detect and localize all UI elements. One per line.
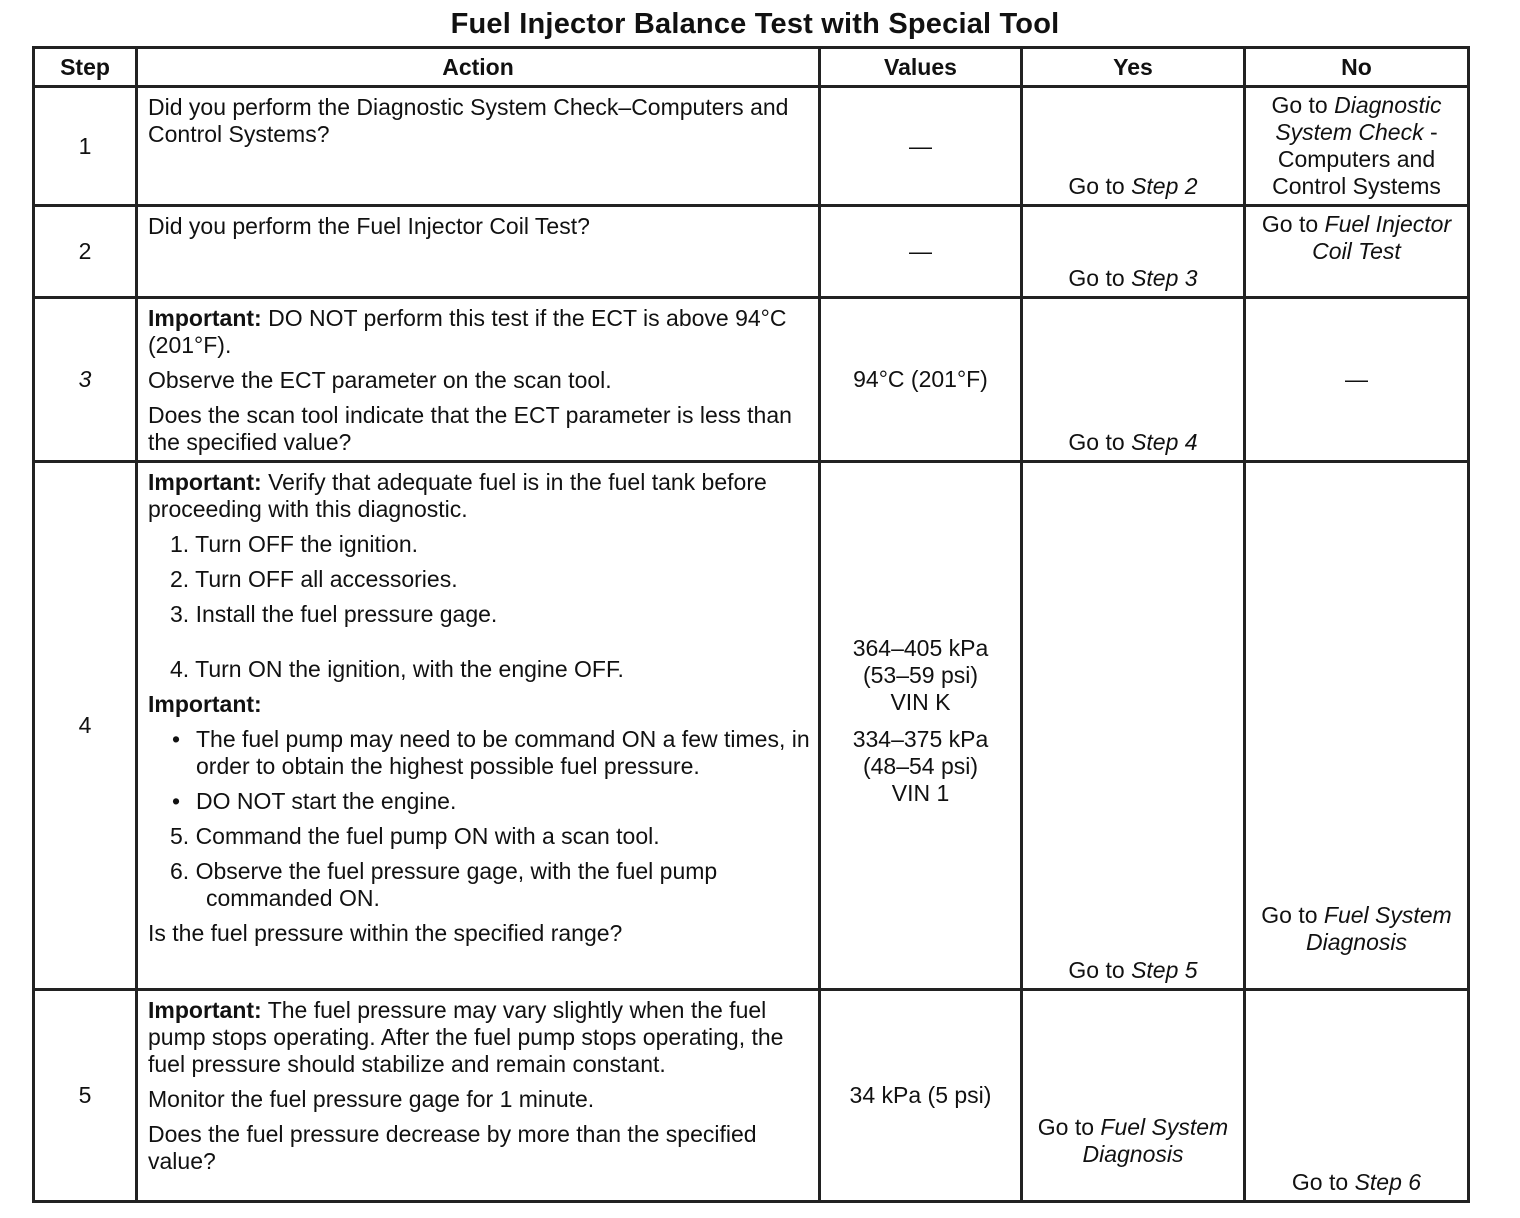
procedure-steps (148, 531, 812, 683)
value-vin-1 (821, 726, 1020, 807)
no-suffix: - Computers and Control Systems (1272, 119, 1441, 199)
value-line: 334–375 kPa (852, 725, 989, 752)
no-cell (1245, 87, 1469, 206)
no-link[interactable]: Fuel System Diagnosis (1306, 902, 1452, 955)
no-cell (1245, 990, 1469, 1202)
procedure-steps (148, 823, 812, 912)
value-vin-k (821, 635, 1020, 716)
step-number: 5 (34, 990, 137, 1202)
no-prefix: Go to (1291, 1169, 1355, 1195)
header-values: Values (820, 48, 1022, 87)
header-action: Action (137, 48, 820, 87)
value-cell (820, 206, 1022, 298)
yes-prefix: Go to (1037, 1114, 1101, 1140)
step-number: 3 (34, 298, 137, 462)
important-note (148, 305, 812, 359)
value-line: VIN 1 (891, 779, 950, 806)
step-number: 2 (34, 206, 137, 298)
no-cell (1245, 298, 1469, 462)
table-row (34, 87, 1469, 206)
page-title: Fuel Injector Balance Test with Special Tool (450, 8, 1060, 40)
procedure-step: 6. Observe the fuel pressure gage, with the fuel pump commanded ON. (170, 858, 718, 911)
action-question: Does the scan tool indicate that the ECT parameter is less than the specified value? (148, 402, 792, 455)
important-text: DO NOT perform this test if the ECT is above 94°C (201°F). (148, 305, 787, 358)
value-text: 94°C (201°F) (853, 366, 988, 392)
step-number: 1 (34, 87, 137, 206)
bullet-item: • The fuel pump may need to be command ON a few times, in order to obtain the highest possible fuel pressure. (148, 726, 812, 780)
value-cell (820, 462, 1022, 990)
procedure-step: 4. Turn ON the ignition, with the engine OFF. (170, 656, 624, 682)
important-text: The fuel pressure may vary slightly when the fuel pump stops operating. After the fuel pump stops operating, the fuel pressure should stabilize and remain constant. (148, 997, 784, 1077)
action-cell (137, 87, 820, 206)
no-prefix: Go to (1261, 902, 1324, 928)
no-link[interactable]: Diagnostic System Check (1275, 92, 1442, 145)
no-link[interactable]: Fuel Injector Coil Test (1312, 211, 1452, 264)
no-link[interactable]: Step 6 (1354, 1169, 1422, 1195)
yes-link[interactable]: Step 3 (1131, 265, 1198, 291)
no-cell (1245, 462, 1469, 990)
action-cell (137, 990, 820, 1202)
yes-cell (1022, 206, 1245, 298)
value-text: — (909, 238, 932, 264)
value-text: 34 kPa (5 psi) (849, 1082, 992, 1108)
header-yes: Yes (1022, 48, 1245, 87)
yes-cell (1022, 990, 1245, 1202)
value-text: — (909, 132, 932, 159)
yes-prefix: Go to (1068, 429, 1132, 455)
important-text: Verify that adequate fuel is in the fuel tank before proceeding with this diagnostic. (148, 469, 767, 522)
action-question: Does the fuel pressure decrease by more than the specified value? (148, 1121, 757, 1174)
header-row (34, 48, 1469, 87)
procedure-step: 2. Turn OFF all accessories. (170, 566, 458, 592)
yes-link[interactable]: Step 2 (1131, 173, 1198, 199)
step-number: 4 (34, 462, 137, 990)
yes-link[interactable]: Step 5 (1131, 957, 1198, 983)
action-cell (137, 462, 820, 990)
procedure-step: 1. Turn OFF the ignition. (170, 531, 419, 557)
action-cell (137, 298, 820, 462)
value-line: VIN K (890, 688, 951, 715)
yes-prefix: Go to (1068, 265, 1132, 291)
yes-link[interactable]: Fuel System Diagnosis (1082, 1114, 1229, 1167)
header-step: Step (34, 48, 137, 87)
important-label: Important: (148, 305, 262, 331)
no-text: — (1345, 366, 1368, 392)
header-no: No (1245, 48, 1469, 87)
value-line: (48–54 psi) (862, 752, 979, 779)
no-cell (1245, 206, 1469, 298)
action-line: Observe the ECT parameter on the scan tool. (148, 367, 612, 393)
diagnostic-table (32, 46, 1470, 1203)
yes-cell (1022, 298, 1245, 462)
table-row (34, 298, 1469, 462)
table-row (34, 990, 1469, 1202)
procedure-step: 5. Command the fuel pump ON with a scan tool. (170, 823, 660, 849)
action-text: Did you perform the Fuel Injector Coil Test? (148, 213, 590, 239)
procedure-step: 3. Install the fuel pressure gage. (170, 601, 498, 627)
no-prefix: Go to (1271, 92, 1335, 118)
value-cell (820, 990, 1022, 1202)
value-line: (53–59 psi) (862, 661, 979, 688)
action-cell (137, 206, 820, 298)
important-note (148, 997, 812, 1078)
value-cell (820, 87, 1022, 206)
important-bullets (148, 726, 812, 815)
action-question: Is the fuel pressure within the specified range? (148, 920, 623, 946)
no-prefix: Go to (1261, 211, 1325, 237)
yes-cell (1022, 462, 1245, 990)
action-line: Monitor the fuel pressure gage for 1 minute. (148, 1086, 595, 1112)
important-label: Important: (148, 997, 262, 1023)
important-label: Important: (148, 469, 262, 495)
value-line: 364–405 kPa (852, 634, 989, 661)
table-row (34, 206, 1469, 298)
important-note (148, 469, 812, 523)
yes-prefix: Go to (1068, 957, 1132, 983)
yes-cell (1022, 87, 1245, 206)
action-text: Did you perform the Diagnostic System Check–Computers and Control Systems? (148, 94, 789, 147)
yes-link[interactable]: Step 4 (1131, 429, 1198, 455)
bullet-item: • DO NOT start the engine. (148, 788, 812, 815)
value-cell (820, 298, 1022, 462)
yes-prefix: Go to (1068, 173, 1132, 199)
table-row (34, 462, 1469, 990)
important-label: Important: (148, 691, 262, 717)
